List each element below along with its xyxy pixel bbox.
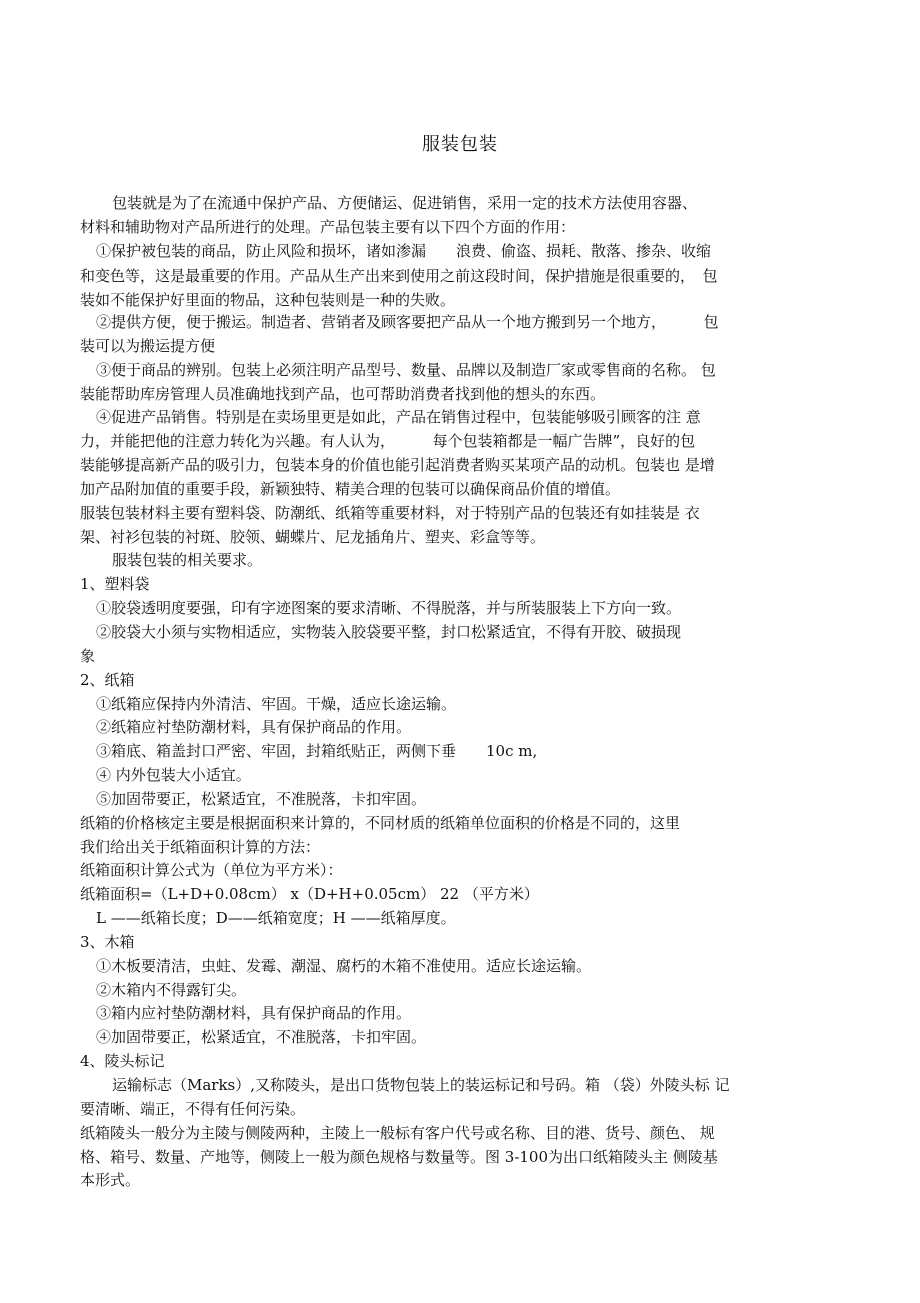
paragraph-line: 加产品附加值的重要手段，新颖独特、精美合理的包装可以确保商品价值的增值。 — [80, 480, 621, 498]
section-heading: 2、纸箱 — [80, 671, 135, 689]
paragraph-line: 纸箱陵头一般分为主陵与侧陵两种，主陵上一般标有客户代号或名称、目的港、货号、颜色、 规 — [80, 1124, 715, 1142]
document-title: 服装包装 — [422, 134, 498, 155]
list-item: ②胶袋大小须与实物相适应，实物装入胶袋要平整，封口松紧适宜，不得有开胶、破损现 — [96, 623, 682, 641]
paragraph-line: 包装就是为了在流通中保护产品、方便储运、促进销售，采用一定的技术方法使用容器、 — [112, 194, 698, 212]
section-heading: 3、木箱 — [80, 933, 135, 951]
list-item: ④ 内外包装大小适宜。 — [96, 766, 251, 784]
paragraph-line: ①保护被包装的商品，防止风险和损坏，诸如渗漏 浪费、偷盗、损耗、散落、掺杂、收缩 — [96, 242, 712, 260]
paragraph-line: 装可以为搬运提方便 — [80, 337, 216, 355]
paragraph-line: 服装包装材料主要有塑料袋、防潮纸、纸箱等重要材料，对于特别产品的包装还有如挂装是 衣 — [80, 504, 700, 522]
paragraph-line: 纸箱的价格核定主要是根据面积来计算的，不同材质的纸箱单位面积的价格是不同的，这里 — [80, 814, 681, 832]
section-heading: 4、陵头标记 — [80, 1052, 165, 1070]
paragraph-line: ②提供方便，便于搬运。制造者、营销者及顾客要把产品从一个地方搬到另一个地方， 包 — [96, 313, 719, 331]
list-item: ①纸箱应保持内外清洁、牢固。干燥，适应长途运输。 — [96, 695, 457, 713]
list-item: ⑤加固带要正，松紧适宜，不准脱落，卡扣牢固。 — [96, 790, 427, 808]
list-item: ③箱内应衬垫防潮材料，具有保护商品的作用。 — [96, 1004, 412, 1022]
paragraph-line: 服装包装的相关要求。 — [112, 551, 263, 569]
paragraph-line: 格、箱号、数量、产地等，侧陵上一般为颜色规格与数量等。图 3-100为出口纸箱陵头主 侧陵基 — [80, 1148, 718, 1166]
paragraph-line: 装如不能保护好里面的物品，这种包装则是一种的失败。 — [80, 291, 456, 309]
paragraph-line: 装能帮助库房管理人员准确地找到产品，也可帮助消费者找到他的想头的东西。 — [80, 385, 606, 403]
section-heading: 1、塑料袋 — [80, 575, 150, 593]
paragraph-line: 架、衬衫包装的衬斑、胶领、蝴蝶片、尼龙插角片、塑夹、彩盒等等。 — [80, 528, 546, 546]
list-item: ④加固带要正，松紧适宜，不准脱落，卡扣牢固。 — [96, 1028, 427, 1046]
paragraph-line: 象 — [80, 647, 96, 665]
paragraph-line: 我们给出关于纸箱面积计算的方法： — [80, 838, 321, 856]
formula-legend: L ——纸箱长度；D——纸箱宽度；H ——纸箱厚度。 — [96, 909, 456, 927]
paragraph-line: 本形式。 — [80, 1171, 141, 1189]
list-item: ③箱底、箱盖封口严密、牢固，封箱纸贴正，两侧下垂 10c m, — [96, 742, 538, 760]
list-item: ①胶袋透明度要强，印有字迹图案的要求清晰、不得脱落，并与所装服装上下方向一致。 — [96, 599, 682, 617]
paragraph-line: ③便于商品的辨别。包装上必须注明产品型号、数量、品牌以及制造厂家或零售商的名称。 包 — [96, 361, 716, 379]
paragraph-line: 材料和辅助物对产品所进行的处理。产品包装主要有以下四个方面的作用： — [80, 218, 576, 236]
paragraph-line: 要清晰、端正，不得有任何污染。 — [80, 1100, 306, 1118]
list-item: ②纸箱应衬垫防潮材料，具有保护商品的作用。 — [96, 718, 412, 736]
paragraph-line: 运输标志（Marks）,又称陵头，是出口货物包装上的装运标记和号码。箱 （袋）外陵头标 记 — [112, 1076, 730, 1094]
formula-line: 纸箱面积=（L+D+0.08cm） x（D+H+0.05cm） 22 （平方米） — [80, 885, 539, 903]
paragraph-line: 装能够提高新产品的吸引力，包装本身的价值也能引起消费者购买某项产品的动机。包装也 是增 — [80, 456, 715, 474]
paragraph-line: 力，并能把他的注意力转化为兴趣。有人认为， 每个包装箱都是一幅广告牌”，良好的包 — [80, 432, 696, 450]
paragraph-line: 纸箱面积计算公式为（单位为平方米）： — [80, 861, 343, 879]
paragraph-line: ④促进产品销售。特别是在卖场里更是如此，产品在销售过程中，包装能够吸引顾客的注 意 — [96, 408, 701, 426]
list-item: ②木箱内不得露钉尖。 — [96, 981, 247, 999]
paragraph-line: 和变色等，这是最重要的作用。产品从生产出来到使用之前这段时间，保护措施是很重要的， 包 — [80, 267, 718, 285]
list-item: ①木板要清洁，虫蛀、发霉、潮湿、腐朽的木箱不准使用。适应长途运输。 — [96, 957, 592, 975]
